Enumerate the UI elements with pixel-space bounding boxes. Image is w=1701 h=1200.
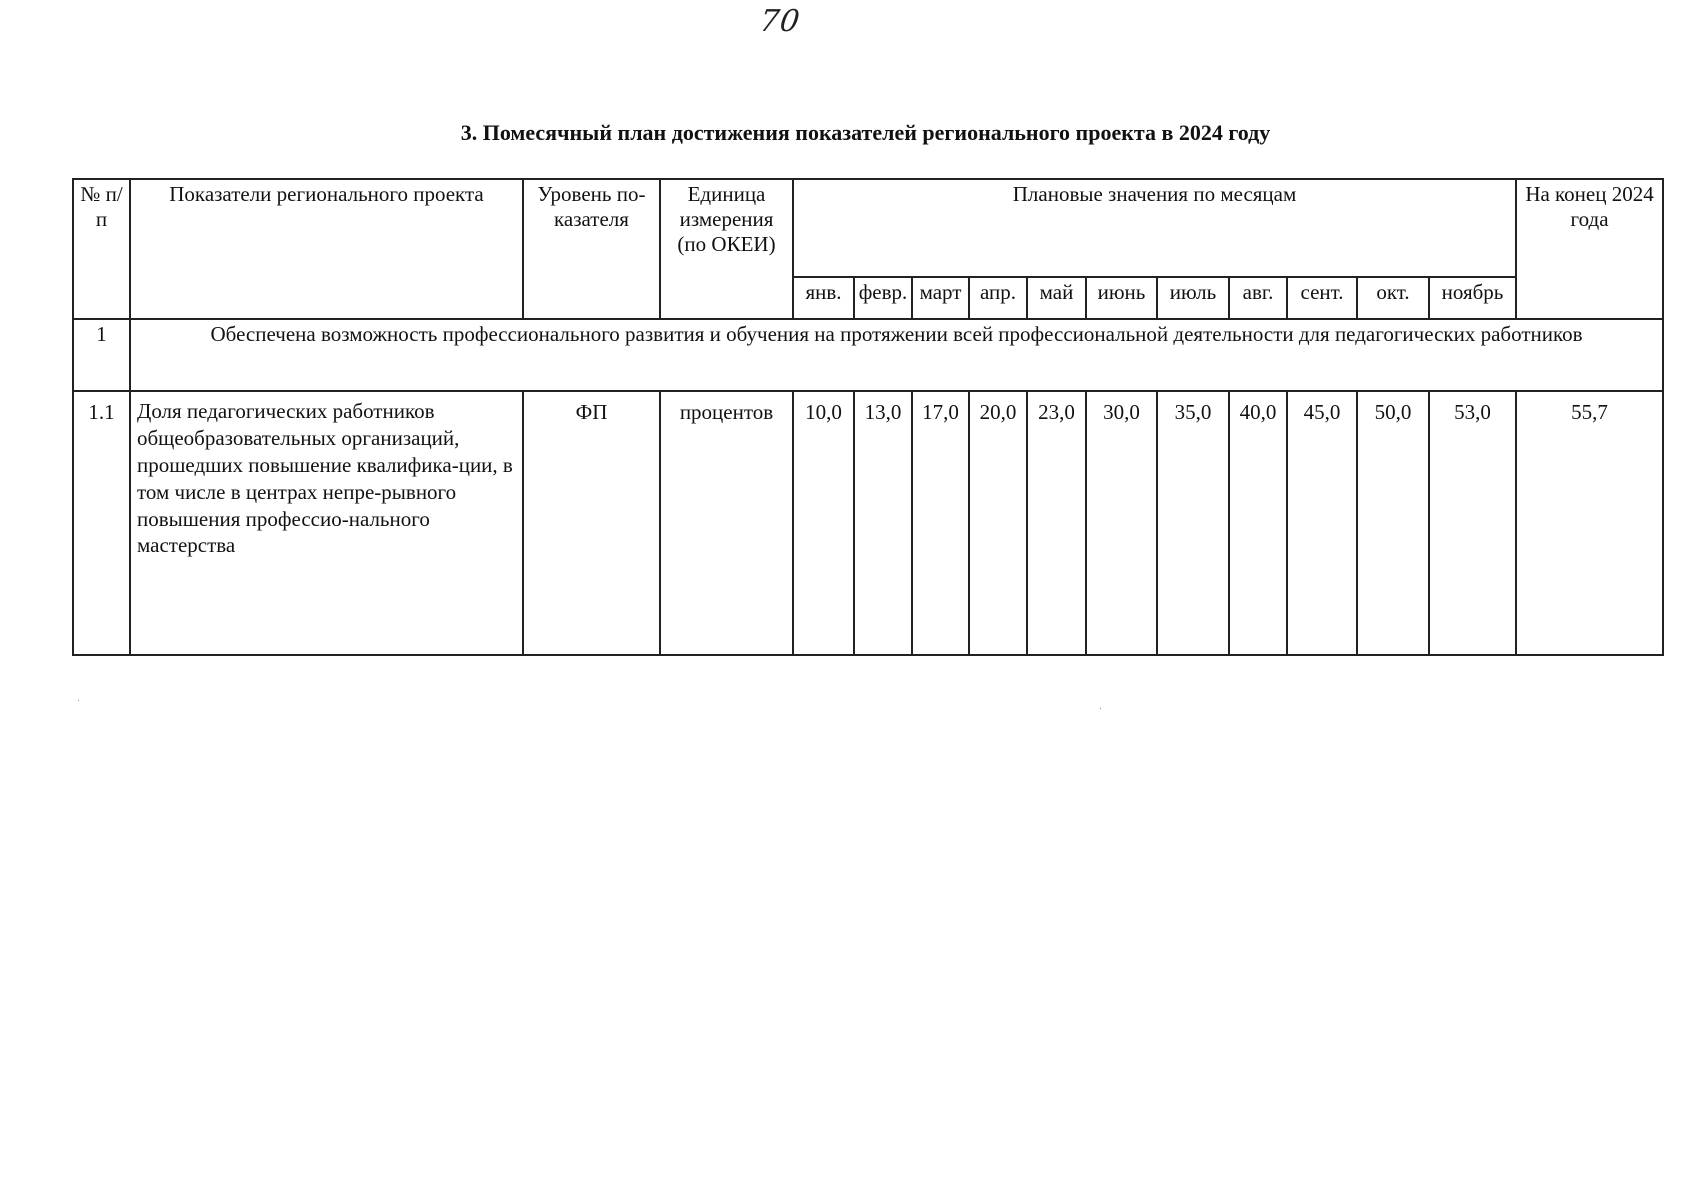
row-value-month: 20,0	[969, 391, 1027, 655]
month-header: июнь	[1086, 277, 1157, 319]
month-header: май	[1027, 277, 1086, 319]
header-indicators: Показатели регионального проекта	[130, 179, 523, 319]
month-header: февр.	[854, 277, 912, 319]
month-header: окт.	[1357, 277, 1429, 319]
scan-speck	[78, 700, 79, 701]
row-indicator: Доля педагогических работников общеобразовательных организаций, прошедших повышение квалифика-ции, в том числе в центрах непре-рывного повышения профессио-нального мастерства	[130, 391, 523, 655]
month-header: апр.	[969, 277, 1027, 319]
row-value-month: 40,0	[1229, 391, 1287, 655]
section-text: Обеспечена возможность профессионального развития и обучения на протяжении всей профессиональной деятельности для педагогических работников	[130, 319, 1663, 391]
document-title: 3. Помесячный план достижения показателей регионального проекта в 2024 году	[460, 120, 1271, 145]
row-num: 1.1	[73, 391, 130, 655]
header-num: № п/п	[73, 179, 130, 319]
row-value-month: 17,0	[912, 391, 969, 655]
monthly-plan-table	[72, 178, 1664, 656]
row-unit: процентов	[660, 391, 793, 655]
header-monthly-group: Плановые значения по месяцам	[793, 179, 1516, 277]
row-value-month: 35,0	[1157, 391, 1229, 655]
scan-speck	[1100, 708, 1101, 709]
table-row	[73, 391, 1663, 655]
month-header: март	[912, 277, 969, 319]
row-value-month: 53,0	[1429, 391, 1516, 655]
month-header: авг.	[1229, 277, 1287, 319]
section-row	[73, 319, 1663, 391]
row-value-month: 13,0	[854, 391, 912, 655]
month-header: ноябрь	[1429, 277, 1516, 319]
page-number: 70	[757, 4, 803, 39]
header-unit: Единица измерения (по ОКЕИ)	[660, 179, 793, 319]
row-value-month: 45,0	[1287, 391, 1357, 655]
header-row	[73, 179, 1663, 277]
row-value-month: 50,0	[1357, 391, 1429, 655]
row-year-end: 55,7	[1516, 391, 1663, 655]
row-level: ФП	[523, 391, 660, 655]
row-value-month: 23,0	[1027, 391, 1086, 655]
row-value-month: 30,0	[1086, 391, 1157, 655]
month-header: янв.	[793, 277, 854, 319]
row-value-month: 10,0	[793, 391, 854, 655]
section-num: 1	[73, 319, 130, 391]
month-header: июль	[1157, 277, 1229, 319]
month-header: сент.	[1287, 277, 1357, 319]
header-level: Уровень по-казателя	[523, 179, 660, 319]
header-year-end: На конец 2024 года	[1516, 179, 1663, 319]
